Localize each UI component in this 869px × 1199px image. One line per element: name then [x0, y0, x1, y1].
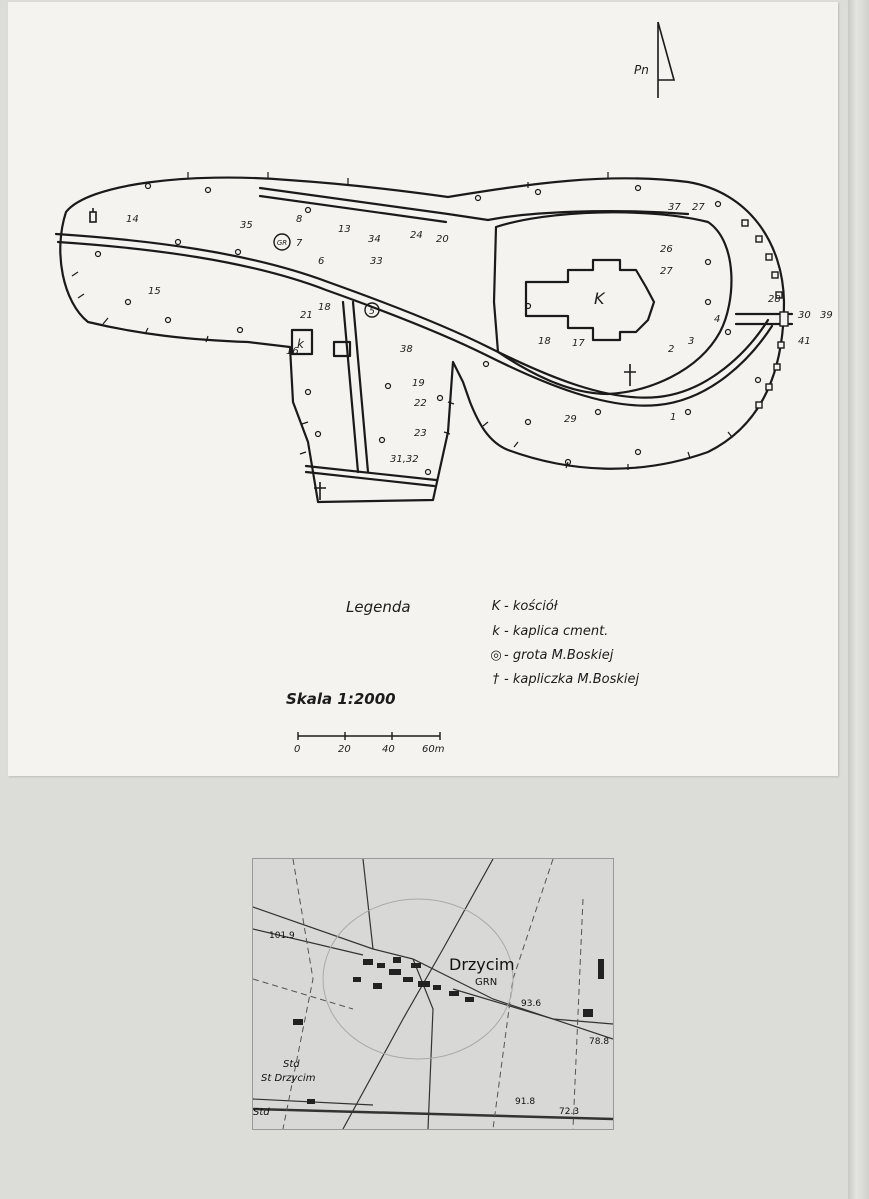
- grave-number: 31,32: [390, 454, 419, 465]
- svg-text:40: 40: [382, 744, 395, 755]
- church-label: K: [594, 289, 605, 308]
- grave-number: 18: [318, 302, 331, 313]
- grave-number: 7: [296, 238, 303, 249]
- station-label: Std: [253, 1107, 270, 1118]
- grave-number: 18: [538, 336, 551, 347]
- grave-number: 37: [668, 202, 681, 213]
- grave-number: 3: [688, 336, 695, 347]
- svg-text:Pn: Pn: [634, 63, 649, 77]
- wayside-shrine-icon: [90, 208, 636, 500]
- scale-bar: [298, 732, 440, 740]
- place-sub: GRN: [475, 977, 498, 988]
- grave-number: 6: [318, 256, 325, 267]
- grave-number: 8: [296, 214, 303, 225]
- elevation-label: 72.3: [559, 1107, 580, 1117]
- grave-number: 29: [564, 414, 577, 425]
- grave-number: 19: [412, 378, 425, 389]
- topographic-map-photo: [252, 858, 614, 1130]
- elevation-label: 78.8: [589, 1037, 610, 1047]
- village-buildings: [293, 957, 604, 1104]
- cemetery-plan: [8, 2, 838, 776]
- cemetery-boundary: [60, 178, 784, 502]
- grave-number: 15: [148, 286, 161, 297]
- grave-number: 41: [798, 336, 811, 347]
- legend-item-chapel: k - kaplica cment.: [492, 624, 609, 639]
- grave-number: 16: [286, 346, 299, 357]
- legend-item-shrine: † - kapliczka M.Boskiej: [492, 672, 640, 687]
- grave-number: 34: [368, 234, 381, 245]
- grave-number: 26: [660, 244, 673, 255]
- grave-number: 17: [572, 338, 585, 349]
- svg-text:20: 20: [338, 744, 351, 755]
- grave-number: 38: [400, 344, 413, 355]
- elevation-label: 101.9: [269, 931, 295, 941]
- grave-number: 20: [436, 234, 449, 245]
- grave-number: 22: [414, 398, 427, 409]
- north-arrow-icon: [634, 22, 674, 98]
- chapel-label: k: [297, 337, 304, 351]
- legend-item-church: K - kościół: [491, 599, 558, 614]
- board-edge: [848, 0, 869, 1199]
- grotto-symbol: [274, 234, 290, 250]
- grave-number: 33: [370, 256, 383, 267]
- scale-ticks: [294, 744, 445, 755]
- chapel-mark: [365, 303, 379, 317]
- grave-number: 27: [692, 202, 705, 213]
- place-name: Drzycim: [449, 955, 515, 974]
- grave-number: 4: [714, 314, 721, 325]
- grave-number: 14: [126, 214, 139, 225]
- grave-number: 35: [240, 220, 253, 231]
- svg-text:GR: GR: [276, 239, 288, 247]
- station-label: Std: [283, 1059, 300, 1070]
- plan-sheet: [8, 2, 838, 776]
- grave-number: 1: [670, 412, 677, 423]
- scale-label: Skala 1:2000: [286, 690, 396, 708]
- svg-text:60m: 60m: [422, 744, 445, 755]
- legend-item-grotto: ◎ - grota M.Boskiej: [490, 648, 614, 663]
- elevation-label: 93.6: [521, 999, 542, 1009]
- svg-text:5: 5: [369, 307, 375, 317]
- grave-number: 39: [820, 310, 833, 321]
- grave-number: 30: [798, 310, 811, 321]
- grave-number: 28: [768, 294, 781, 305]
- grave-number: 21: [300, 310, 313, 321]
- legend-title: Legenda: [346, 598, 411, 616]
- grave-number: 2: [668, 344, 675, 355]
- grave-number: 24: [410, 230, 423, 241]
- grave-number: 23: [414, 428, 427, 439]
- main-path: [56, 234, 768, 398]
- grave-number: 27: [660, 266, 673, 277]
- svg-text:0: 0: [294, 744, 301, 755]
- grave-number: 13: [338, 224, 351, 235]
- church-outline: [526, 260, 654, 340]
- topo-map-lines: [253, 859, 613, 1129]
- elevation-label: 91.8: [515, 1097, 536, 1107]
- station-label: St Drzycim: [261, 1073, 316, 1084]
